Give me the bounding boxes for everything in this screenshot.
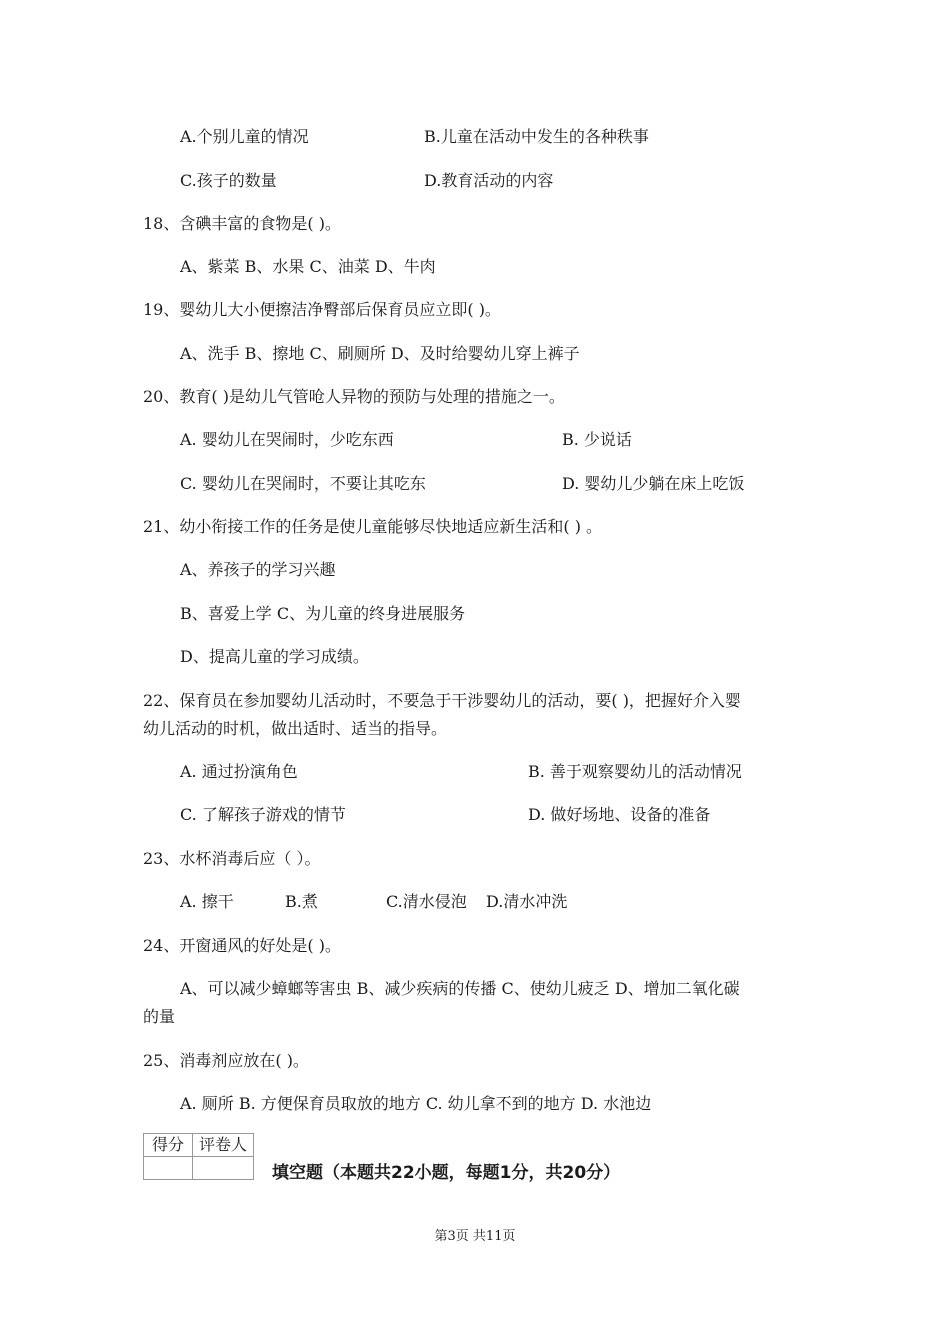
score-label: 得分 [144,1134,193,1157]
q20-option-c: C. 婴幼儿在哭闹时，不要让其吃东 [180,474,426,493]
grader-label: 评卷人 [193,1134,254,1157]
section-title: 填空题（本题共22小题，每题1分，共20分） [272,1163,621,1183]
q18-options: A、紫菜 B、水果 C、油菜 D、牛肉 [180,257,436,276]
page-footer: 第3页 共11页 [434,1229,516,1244]
q18-stem: 18、含碘丰富的食物是( )。 [143,214,341,233]
q22-stem-line1: 22、保育员在参加婴幼儿活动时，不要急于干涉婴幼儿的活动，要( )，把握好介入婴 [143,691,741,710]
q23-option-d: D.清水冲洗 [486,892,568,911]
q24-stem: 24、开窗通风的好处是( )。 [143,936,341,955]
q17-option-b: B.儿童在活动中发生的各种秩事 [424,127,649,146]
q22-option-d: D. 做好场地、设备的准备 [528,805,711,824]
q23-option-b: B.煮 [285,892,318,911]
q20-option-b: B. 少说话 [562,430,632,449]
score-box [143,1133,254,1180]
q20-option-d: D. 婴幼儿少躺在床上吃饭 [562,474,745,493]
q22-option-a: A. 通过扮演角色 [180,762,298,781]
q25-options: A. 厕所 B. 方便保育员取放的地方 C. 幼儿拿不到的地方 D. 水池边 [180,1094,652,1113]
q24-options-continued: 的量 [143,1007,176,1026]
q21-option-a: A、养孩子的学习兴趣 [180,560,336,579]
score-cell [144,1157,193,1180]
q23-stem: 23、水杯消毒后应（ ）。 [143,849,321,868]
q22-stem-line2: 幼儿活动的时机，做出适时、适当的指导。 [143,719,448,738]
q17-option-c: C.孩子的数量 [180,171,277,190]
q17-option-d: D.教育活动的内容 [424,171,554,190]
q23-option-a: A. 擦干 [180,892,234,911]
q19-options: A、洗手 B、擦地 C、刷厕所 D、及时给婴幼儿穿上裤子 [180,344,580,363]
q21-option-d: D、提高儿童的学习成绩。 [180,647,369,666]
grader-cell [193,1157,254,1180]
q24-options: A、可以减少蟑螂等害虫 B、减少疾病的传播 C、使幼儿疲乏 D、增加二氧化碳 [180,979,740,998]
q21-stem: 21、幼小衔接工作的任务是使儿童能够尽快地适应新生活和( ) 。 [143,517,603,536]
q19-stem: 19、婴幼儿大小便擦洁净臀部后保育员应立即( )。 [143,300,501,319]
q22-option-c: C. 了解孩子游戏的情节 [180,805,346,824]
q25-stem: 25、消毒剂应放在( )。 [143,1051,309,1070]
q20-option-a: A. 婴幼儿在哭闹时，少吃东西 [180,430,394,449]
q20-stem: 20、教育( )是幼儿气管呛人异物的预防与处理的措施之一。 [143,387,565,406]
q23-option-c: C.清水侵泡 [386,892,467,911]
q17-option-a: A.个别儿童的情况 [180,127,309,146]
q21-option-bc: B、喜爱上学 C、为儿童的终身进展服务 [180,604,466,623]
q22-option-b: B. 善于观察婴幼儿的活动情况 [528,762,742,781]
